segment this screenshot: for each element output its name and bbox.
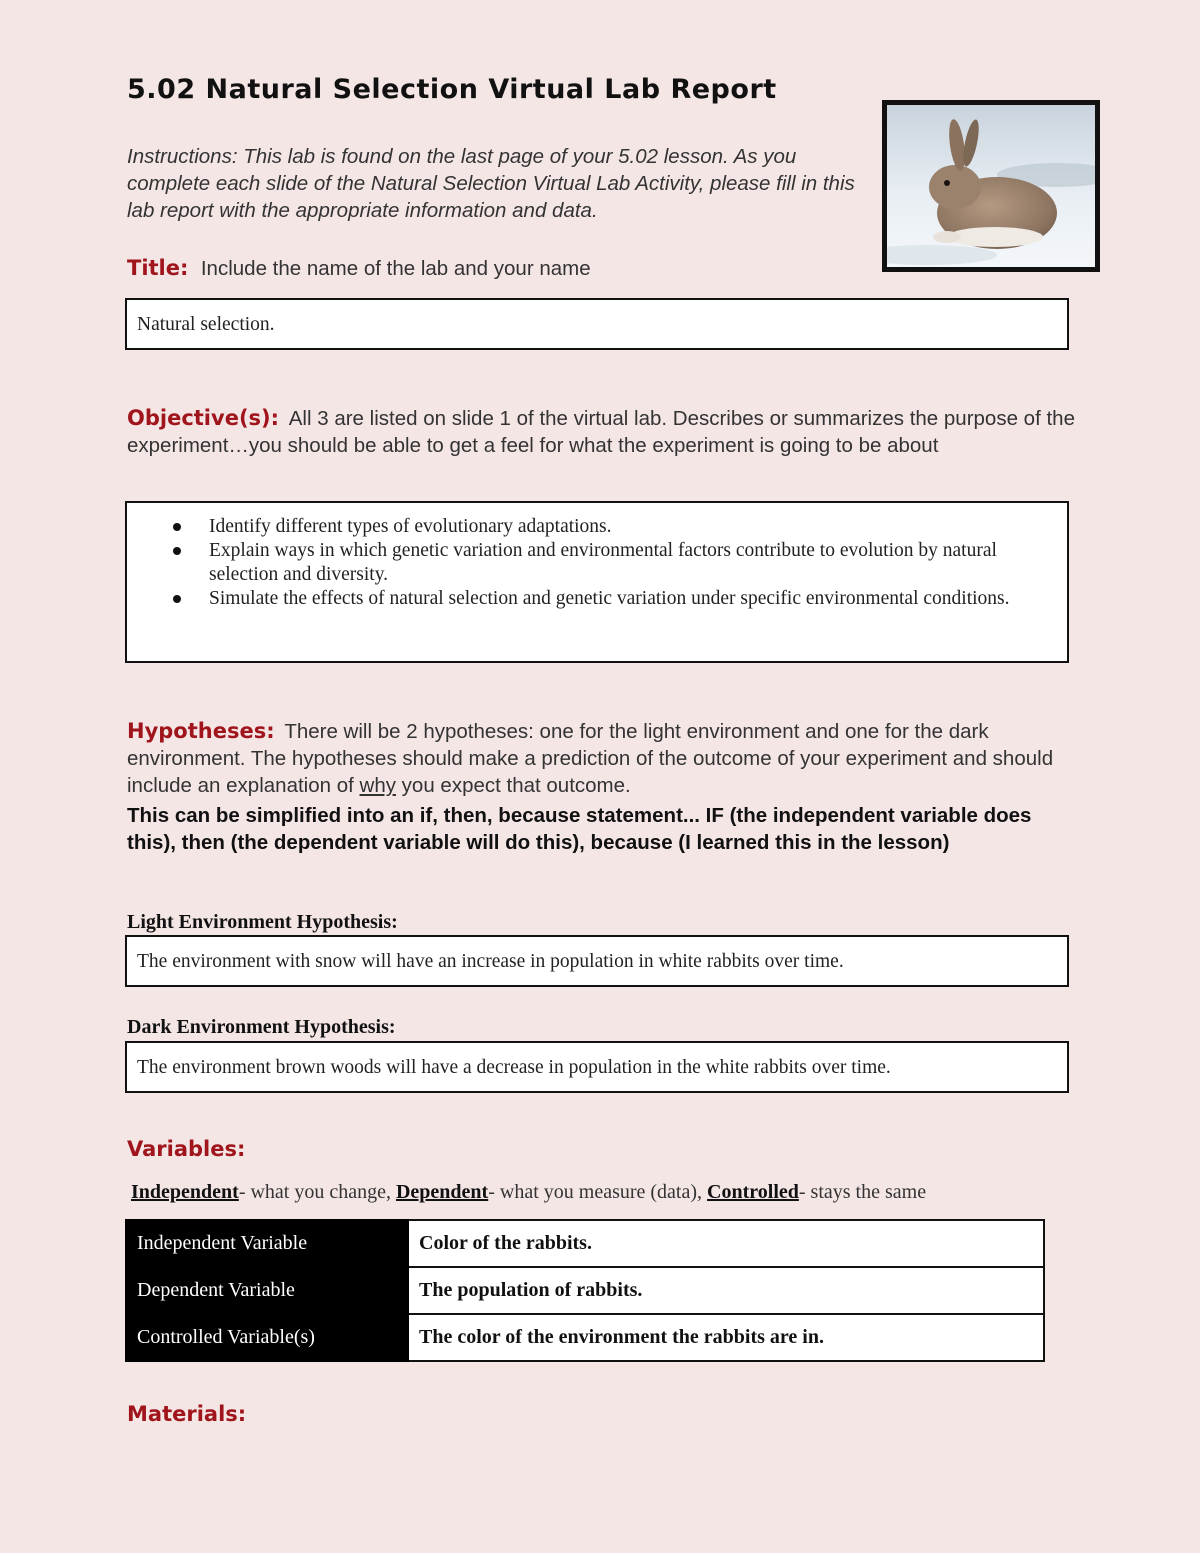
- instructions-text: Instructions: This lab is found on the last page of your 5.02 lesson. As you complete each slide of the Natural Selection Virtual Lab Activity, please fill in this lab report with the appropriate information and data.: [127, 145, 855, 222]
- hypotheses-simplified: This can be simplified into an if, then, because statement... IF (the independent variable does this), then (the dependent variable will do this), because (I learned this in the lesson): [127, 804, 1032, 854]
- hypotheses-description: There will be 2 hypotheses: one for the light environment and one for the dark environment. The hypotheses should make a prediction of the outcome of your experiment and should include an explanation of: [127, 720, 1054, 797]
- light-hypothesis-answer: The environment with snow will have an increase in population in white rabbits over time.: [137, 951, 844, 972]
- table-row: [126, 1267, 1044, 1314]
- rabbit-in-snow-photo-icon: [887, 105, 1095, 267]
- objectives-section-header: [127, 405, 1077, 459]
- variable-value-cell[interactable]: The color of the environment the rabbits are in.: [408, 1314, 1044, 1361]
- variable-value-cell[interactable]: Color of the rabbits.: [408, 1220, 1044, 1267]
- dependent-term: Dependent: [395, 1181, 489, 1203]
- dependent-definition: - what you measure (data),: [488, 1181, 708, 1203]
- variable-label: Dependent Variable: [126, 1267, 408, 1314]
- variables-heading: Variables:: [127, 1137, 246, 1161]
- objectives-description: All 3 are listed on slide 1 of the virtual lab. Describes or summarizes the purpose of the experiment…you should be able to get a feel for what the experiment is going to be about: [127, 407, 1075, 457]
- objective-item: Simulate the effects of natural selection and genetic variation under specific environmental conditions.: [171, 587, 1053, 611]
- hypotheses-description-end: you expect that outcome.: [395, 774, 631, 797]
- dark-hypothesis-label: Dark Environment Hypothesis:: [127, 1016, 396, 1038]
- variable-label: Independent Variable: [126, 1220, 408, 1267]
- materials-heading: Materials:: [127, 1402, 247, 1426]
- objective-item: Identify different types of evolutionary adaptations.: [171, 515, 1053, 539]
- title-heading: Title:: [127, 256, 189, 280]
- title-answer-box[interactable]: [125, 298, 1069, 350]
- variables-table: [125, 1219, 1045, 1362]
- light-hypothesis-label: Light Environment Hypothesis:: [127, 911, 398, 933]
- title-answer: Natural selection.: [137, 314, 275, 335]
- variable-label: Controlled Variable(s): [126, 1314, 408, 1361]
- independent-term: Independent: [131, 1181, 239, 1203]
- table-row: [126, 1314, 1044, 1361]
- title-description: Include the name of the lab and your name: [200, 257, 591, 280]
- variable-value-cell[interactable]: The population of rabbits.: [408, 1267, 1044, 1314]
- title-section-header: [127, 256, 591, 281]
- hypotheses-description-emphasis: why: [359, 774, 396, 797]
- objectives-list: [171, 515, 1053, 611]
- table-row: [126, 1220, 1044, 1267]
- hypotheses-section-header: [127, 718, 1077, 799]
- rabbit-photo: [882, 100, 1100, 272]
- independent-definition: - what you change,: [238, 1181, 396, 1203]
- controlled-definition: - stays the same: [798, 1181, 927, 1203]
- hypotheses-heading: Hypotheses:: [127, 719, 275, 743]
- objectives-answer-box[interactable]: [125, 501, 1069, 663]
- objective-item: Explain ways in which genetic variation and environmental factors contribute to evolution by natural selection and diversity.: [171, 539, 1053, 587]
- dark-hypothesis-answer: The environment brown woods will have a decrease in population in the white rabbits over time.: [137, 1057, 891, 1078]
- controlled-term: Controlled: [707, 1181, 799, 1203]
- light-hypothesis-box[interactable]: [125, 935, 1069, 987]
- variables-legend: [131, 1181, 926, 1204]
- objectives-heading: Objective(s):: [127, 406, 280, 430]
- page-title: 5.02 Natural Selection Virtual Lab Report: [127, 74, 777, 105]
- dark-hypothesis-box[interactable]: [125, 1041, 1069, 1093]
